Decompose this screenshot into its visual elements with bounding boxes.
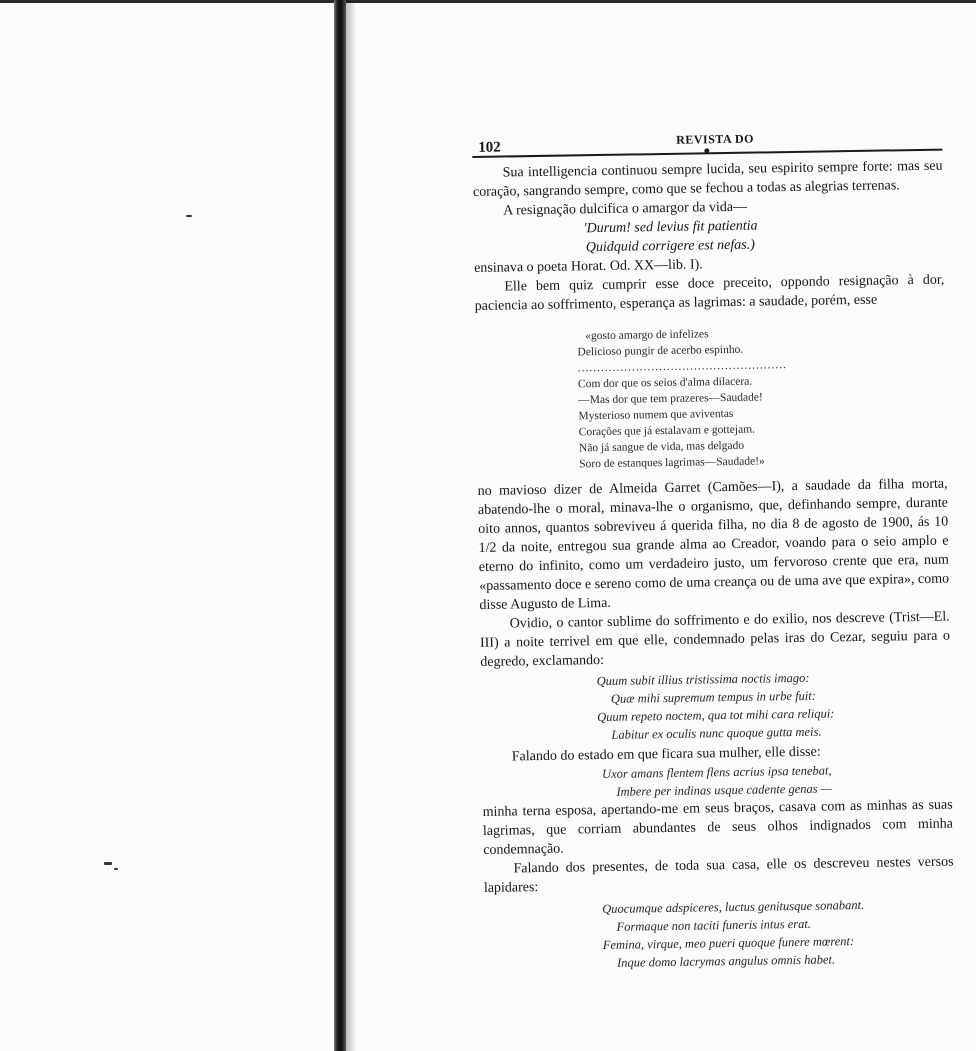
verse-line: Não já sangue de vida, mas delgado — [578, 439, 745, 455]
page-header — [472, 125, 942, 158]
paragraph: no mavioso dizer de Almeida Garret (Camões—I), a saudade da filha morta, abatendo-lhe o moral, minava-lhe o organismo, que, definhando sempre, durante oito annos, quantos sobreviveu á querida filha, no dia 8 de agosto de 1900, ás 10 1/2 da noite, entregou sua grande alma ao Creador, voando para o seio amplo e eterno do infinito, como um verdadeiro justo, um fervoroso crente que era, num «passamento doce e sereno como de uma creança ou de uma ave que expira», como disse Augusto de Lima. — [477, 476, 950, 613]
scan-speck — [186, 215, 192, 217]
top-edge-rule — [0, 0, 976, 3]
paragraph: Falando do estado em que ficara sua mulher, elle disse: — [511, 744, 821, 765]
verse-line: Quæ mihi supremum tempus in urbe fuit: — [610, 688, 817, 706]
ellipsis-row: ...................................................... — [577, 359, 788, 375]
spine-shadow — [346, 0, 356, 1051]
verse-line: Quocumque adspiceres, luctus genitusque sonabant. — [602, 897, 865, 917]
paragraph: Ovidio, o cantor sublime do soffrimento e do exilio, nos descreve (Trist—El. III) a noite terrivel em que elle, condemnado pelas iras do Cezar, seguiu para o degredo, exclamando: — [479, 609, 951, 670]
page-number: 102 — [478, 139, 501, 156]
page-body — [473, 157, 956, 974]
verse-line: Formaque non taciti funeris intus erat. — [616, 916, 812, 934]
verse-line: Imbere per indinas usque cadente genas — — [616, 781, 832, 799]
running-title: REVISTA DO — [676, 131, 755, 147]
paragraph: minha terna esposa, apertando-me em seus braços, casava com as minhas as suas lagrimas, que corriam abundantes de seus olhos indignados com minha condemnação. — [482, 797, 954, 858]
latin-verse — [481, 667, 952, 746]
latin-verse — [484, 895, 955, 974]
verse-line: Com dor que os seios d'alma dilacera. — [577, 375, 753, 391]
paragraph: ensinava o poeta Horat. Od. XX—lib. I). — [474, 257, 703, 276]
book-page — [472, 125, 955, 974]
verse-line: Quum repeto noctem, qua tot mihi cara reliqui: — [597, 706, 835, 725]
scan-speck — [104, 862, 112, 865]
verse-line: Labitur ex oculis nunc quoque gutta meis. — [611, 724, 822, 742]
paragraph: Sua intelligencia continuou sempre lucida, seu espirito sempre forte: mas seu coração, sangrando sempre, como que se fechou a todas as alegrias terrenas. — [472, 158, 943, 200]
verse-line: —Mas dor que tem prazeres—Saudade! — [578, 391, 763, 407]
header-ornament — [704, 148, 709, 153]
verse-line: Soro de estanques lagrimas—Saudade!» — [579, 455, 765, 471]
paragraph: Falando dos presentes, de toda sua casa, elle os descreveu nestes versos lapidares: — [483, 854, 954, 896]
book-spine — [334, 0, 346, 1051]
verse-line: Delicioso pungir de acerbo espinho. — [577, 343, 744, 359]
paragraph: A resignação dulcifica o amargor da vida— — [503, 199, 748, 219]
verse-line: Quidquid corrigere est nefas.) — [585, 237, 755, 256]
portuguese-verse-quote — [475, 323, 947, 474]
verse-line: «gosto amargo de infelizes — [585, 328, 709, 343]
verse-line: Mysterioso numem que aviventas — [578, 407, 734, 423]
verse-line: Inque domo lacrymas angulus omnis habet. — [616, 952, 836, 970]
verse-line: 'Durum! sed levius fit patientia — [583, 218, 758, 237]
verse-line: Femina, virque, meo pueri quoque funere mœrent: — [602, 934, 855, 953]
scan-speck — [114, 868, 118, 870]
paragraph: Elle bem quiz cumprir esse doce preceito, oppondo resignação à dor, paciencia ao soffrimento, esperança as lagrimas: a saudade, porém, esse — [474, 272, 945, 314]
verse-line: Corações que já estalavam e gottejam. — [578, 423, 756, 439]
verse-line: Uxor amans flentem flens acrius ipsa tenebat, — [601, 763, 832, 782]
verse-line: Quum subit illius tristissima noctis imago: — [596, 670, 810, 689]
